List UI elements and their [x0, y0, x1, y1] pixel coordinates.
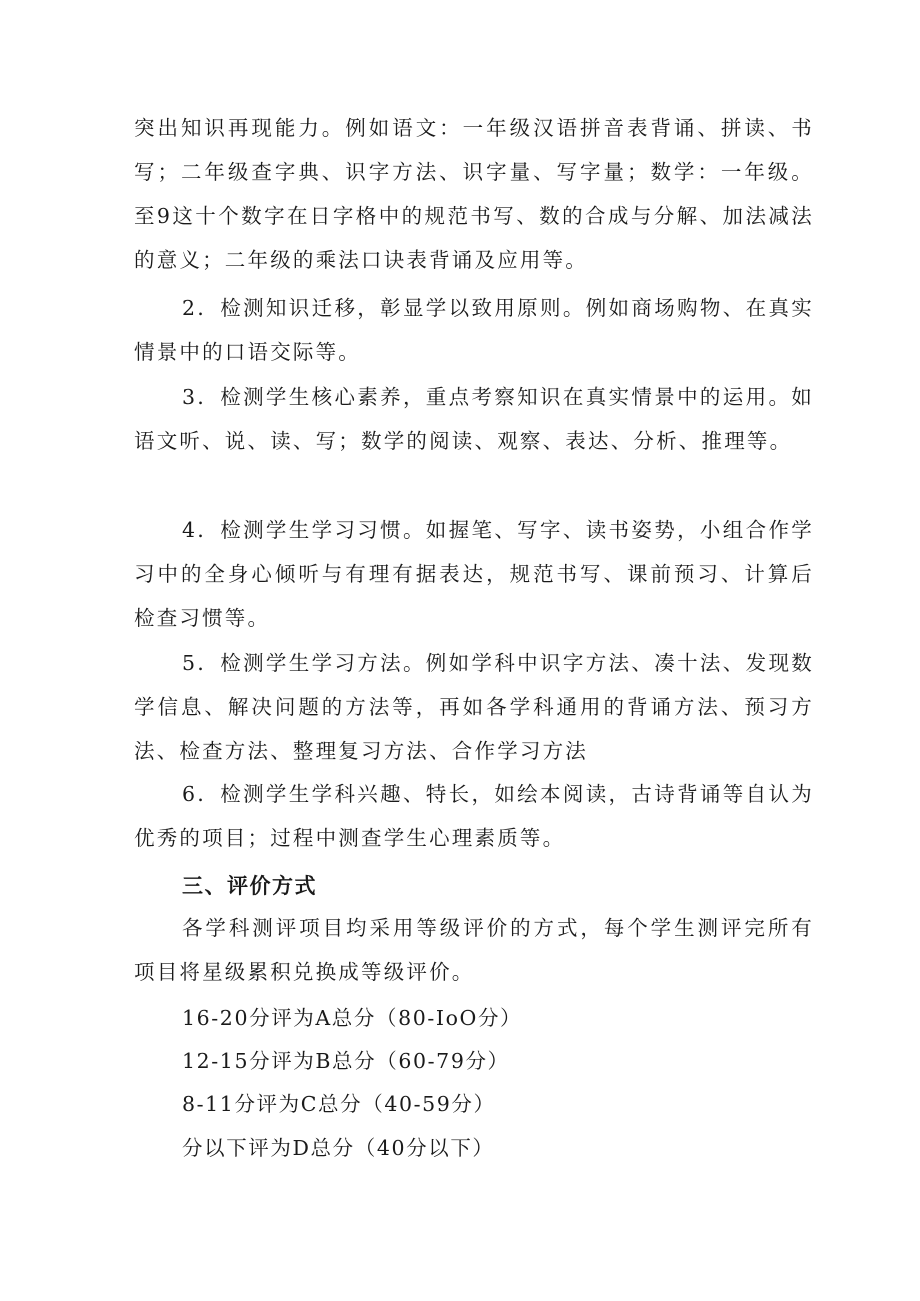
- paragraph-evaluation-intro: 各学科测评项目均采用等级评价的方式，每个学生测评完所有项目将星级累积兑换成等级评价。: [134, 916, 814, 984]
- grade-line-c: 8-11分评为C总分（40-59分）: [182, 1092, 496, 1116]
- paragraph-knowledge-recall: 突出知识再现能力。例如语文：一年级汉语拼音表背诵、拼读、书写；二年级查字典、识字方法、识字量、写字量；数学：一年级。至9这十个数字在日字格中的规范书写、数的合成与分解、加法减法的意义；二年级的乘法口诀表背诵及应用等。: [134, 116, 814, 272]
- paragraph-item-5: 5．检测学生学习方法。例如学科中识字方法、凑十法、发现数学信息、解决问题的方法等，再如各学科通用的背诵方法、预习方法、检查方法、整理复习方法、合作学习方法: [134, 651, 814, 763]
- paragraph-item-6: 6．检测学生学科兴趣、特长，如绘本阅读，古诗背诵等自认为优秀的项目；过程中测查学生心理素质等。: [134, 782, 814, 850]
- paragraph-item-2: 2．检测知识迁移，彰显学以致用原则。例如商场购物、在真实情景中的口语交际等。: [134, 296, 814, 364]
- paragraph-item-4: 4．检测学生学习习惯。如握笔、写字、读书姿势，小组合作学习中的全身心倾听与有理有据表达，规范书写、课前预习、计算后检查习惯等。: [134, 518, 814, 630]
- section-heading-evaluation: 三、评价方式: [182, 874, 317, 898]
- grade-line-b: 12-15分评为B总分（60-79分）: [182, 1049, 510, 1073]
- grade-line-d: 分以下评为D总分（40分以下）: [182, 1136, 495, 1160]
- paragraph-item-3: 3．检测学生核心素养，重点考察知识在真实情景中的运用。如语文听、说、读、写；数学的阅读、观察、表达、分析、推理等。: [134, 385, 814, 453]
- grade-line-a: 16-20分评为A总分（80-IoO分）: [182, 1006, 523, 1030]
